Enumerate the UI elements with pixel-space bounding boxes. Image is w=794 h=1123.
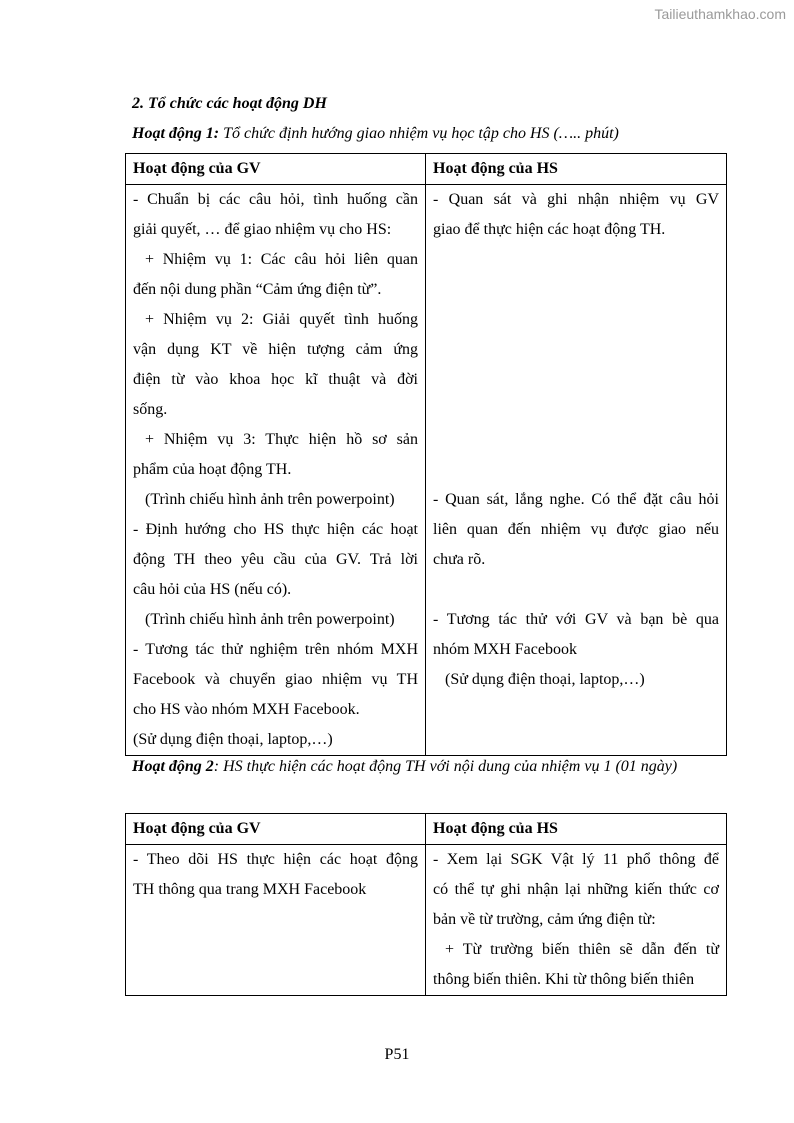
activity-1-table xyxy=(125,153,727,756)
cell-line: - Tương tác thử nghiệm trên nhóm MXH xyxy=(133,641,418,658)
cell-line xyxy=(433,575,719,605)
cell-line: + Nhiệm vụ 3: Thực hiện hồ sơ sản xyxy=(145,431,418,448)
cell-line: - Xem lại SGK Vật lý 11 phổ thông để xyxy=(433,851,719,868)
cell-line: + Nhiệm vụ 1: Các câu hỏi liên quan xyxy=(145,251,418,268)
table-header-row xyxy=(126,814,727,845)
cell-line xyxy=(433,425,719,455)
section-title: 2. Tổ chức các hoạt động DH xyxy=(132,95,327,112)
cell-line xyxy=(433,725,719,755)
cell-line: + Nhiệm vụ 2: Giải quyết tình huống xyxy=(145,311,418,328)
cell-line: giao để thực hiện các hoạt động TH. xyxy=(433,221,666,238)
table-row xyxy=(126,845,727,996)
page-number: P51 xyxy=(384,1046,410,1063)
header-gv: Hoạt động của GV xyxy=(126,814,426,845)
hs-cell xyxy=(426,845,727,996)
cell-line: phẩm của hoạt động TH. xyxy=(133,461,292,478)
cell-line xyxy=(433,455,719,485)
watermark-text: Tailieuthamkhao.com xyxy=(654,6,786,22)
cell-line: sống. xyxy=(133,401,168,418)
header-hs: Hoạt động của HS xyxy=(426,154,727,185)
table-row xyxy=(126,185,727,756)
cell-line: - Tương tác thử với GV và bạn bè qua xyxy=(433,611,719,628)
cell-line xyxy=(433,245,719,275)
cell-line: giải quyết, … để giao nhiệm vụ cho HS: xyxy=(133,221,392,238)
cell-line: thông biến thiên. Khi từ thông biến thiên xyxy=(433,971,695,988)
cell-line: - Quan sát, lắng nghe. Có thể đặt câu hỏi xyxy=(433,491,719,508)
cell-line: Facebook và chuyển giao nhiệm vụ TH xyxy=(133,671,418,688)
cell-line: - Định hướng cho HS thực hiện các hoạt xyxy=(133,521,418,538)
cell-line: cho HS vào nhóm MXH Facebook. xyxy=(133,701,360,718)
cell-line: TH thông qua trang MXH Facebook xyxy=(133,881,367,898)
gv-cell xyxy=(126,845,426,996)
cell-line: - Chuẩn bị các câu hỏi, tình huống cần xyxy=(133,191,418,208)
cell-line: (Trình chiếu hình ảnh trên powerpoint) xyxy=(145,491,395,508)
cell-line: (Trình chiếu hình ảnh trên powerpoint) xyxy=(145,611,395,628)
cell-line: đến nội dung phần “Cảm ứng điện từ”. xyxy=(133,281,382,298)
activity-2-heading xyxy=(132,752,726,782)
cell-line: bản về từ trường, cảm ứng điện từ: xyxy=(433,911,656,928)
header-hs: Hoạt động của HS xyxy=(426,814,727,845)
cell-line: chưa rõ. xyxy=(433,551,486,568)
cell-line: (Sử dụng điện thoại, laptop,…) xyxy=(445,671,645,688)
cell-line xyxy=(133,965,418,995)
hs-cell xyxy=(426,185,727,756)
cell-line: liên quan đến nhiệm vụ được giao nếu xyxy=(433,521,719,538)
cell-line xyxy=(433,305,719,335)
cell-line xyxy=(133,905,418,935)
cell-line: - Quan sát và ghi nhận nhiệm vụ GV xyxy=(433,191,719,208)
cell-line: nhóm MXH Facebook xyxy=(433,641,577,658)
activity-1-text: Tổ chức định hướng giao nhiệm vụ học tập cho HS (….. phút) xyxy=(223,125,619,142)
cell-line: điện từ vào khoa học kĩ thuật và đời xyxy=(133,371,418,388)
cell-line: câu hỏi của HS (nếu có). xyxy=(133,581,292,598)
activity-2-label: Hoạt động 2 xyxy=(132,758,214,775)
cell-line xyxy=(433,395,719,425)
cell-line: động TH theo yêu cầu của GV. Trả lời xyxy=(133,551,418,568)
activity-2-table xyxy=(125,813,727,996)
table-header-row xyxy=(126,154,727,185)
cell-line xyxy=(433,695,719,725)
header-gv: Hoạt động của GV xyxy=(126,154,426,185)
cell-line: - Theo dõi HS thực hiện các hoạt động xyxy=(133,851,418,868)
gv-cell xyxy=(126,185,426,756)
cell-line: + Từ trường biến thiên sẽ dẫn đến từ xyxy=(445,941,719,958)
cell-line xyxy=(433,275,719,305)
cell-line xyxy=(433,365,719,395)
cell-line xyxy=(133,935,418,965)
cell-line: (Sử dụng điện thoại, laptop,…) xyxy=(133,731,333,748)
activity-1-label: Hoạt động 1: xyxy=(132,125,220,142)
activity-1-heading xyxy=(132,119,726,149)
cell-line: có thể tự ghi nhận lại những kiến thức cơ xyxy=(433,881,719,898)
activity-2-text: : HS thực hiện các hoạt động TH với nội dung của nhiệm vụ 1 (01 ngày) xyxy=(213,758,678,775)
cell-line: vận dụng KT về hiện tượng cảm ứng xyxy=(133,341,418,358)
cell-line xyxy=(433,335,719,365)
